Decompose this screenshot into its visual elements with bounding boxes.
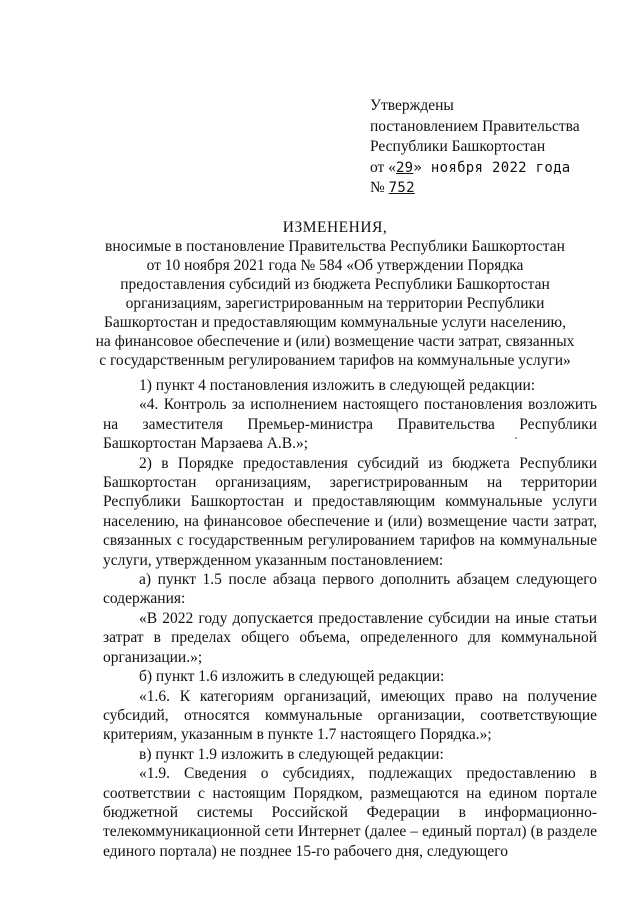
paragraph: в) пункт 1.9 изложить в следующей редакции: bbox=[139, 745, 444, 763]
scan-speck bbox=[515, 437, 517, 439]
approval-date-day: 29 bbox=[395, 159, 414, 176]
paragraph: «1.6. К категориям организаций, имеющих право на получение субсидий, относятся коммунальные организации, соответствующие критериям, указанным в пункте 1.7 настоящего Порядка.»; bbox=[103, 687, 597, 744]
document-title bbox=[70, 218, 600, 370]
approval-number-value: 752 bbox=[388, 180, 415, 196]
approval-date bbox=[370, 158, 620, 179]
approval-block bbox=[370, 96, 620, 199]
paragraph: «1.9. Сведения о субсидиях, подлежащих предоставлению в соответствии с настоящим Порядком, размещаются на едином портале бюджетной системы Российской Федерации в информационно-телекоммуникационной сети Интернет (далее – единый портал) (в разделе единого портала) не позднее 15-го рабочего дня, следующего bbox=[103, 765, 597, 860]
approval-date-prefix: от « bbox=[370, 158, 396, 176]
approval-number bbox=[370, 178, 620, 199]
title-line: вносимые в постановление Правительства Республики Башкортостан bbox=[105, 238, 565, 255]
paragraph: 2) в Порядке предоставления субсидий из бюджета Республики Башкортостан организациям, зарегистрированным на территории Республики Башкортостан и предоставляющим коммунальные услуги населению, на финансовое обеспечение и (или) возмещение части затрат, связанных с государственным регулированием тарифов на коммунальные услуги, утвержденном указанным постановлением: bbox=[103, 454, 597, 569]
title-line: предоставления субсидий из бюджета Республики Башкортостан bbox=[120, 276, 550, 293]
paragraph: «4. Контроль за исполнением настоящего постановления возложить на заместителя Премьер-министра Правительства Республики Башкортостан Марзаева А.В.»; bbox=[103, 396, 597, 453]
title-line: организациям, зарегистрированным на территории Республики bbox=[125, 295, 545, 312]
title-heading: ИЗМЕНЕНИЯ, bbox=[282, 219, 388, 236]
title-line: с государственным регулированием тарифов на коммунальные услуги» bbox=[99, 352, 571, 369]
paragraph: «В 2022 году допускается предоставление субсидии на иные статьи затрат в пределах общего объема, определенного для коммунальной организации.»; bbox=[103, 609, 597, 666]
document-body bbox=[103, 376, 597, 861]
approval-date-suffix: » ноября 2022 года bbox=[413, 159, 571, 176]
title-line: Башкортостан и предоставляющим коммунальные услуги населению, bbox=[103, 314, 567, 331]
approval-line-3: Республики Башкортостан bbox=[370, 138, 546, 155]
approval-line-2: постановлением Правительства bbox=[370, 117, 580, 135]
paragraph: 1) пункт 4 постановления изложить в следующей редакции: bbox=[139, 377, 536, 394]
title-line: на финансовое обеспечение и (или) возмещение части затрат, связанных bbox=[95, 333, 575, 350]
paragraph: б) пункт 1.6 изложить в следующей редакции: bbox=[139, 668, 445, 686]
title-line: от 10 ноября 2021 года № 584 «Об утверждении Порядка bbox=[146, 257, 524, 274]
approval-line-1: Утверждены bbox=[370, 97, 454, 114]
paragraph: а) пункт 1.5 после абзаца первого дополнить абзацем следующего содержания: bbox=[103, 571, 597, 608]
approval-number-prefix: № bbox=[370, 179, 389, 196]
